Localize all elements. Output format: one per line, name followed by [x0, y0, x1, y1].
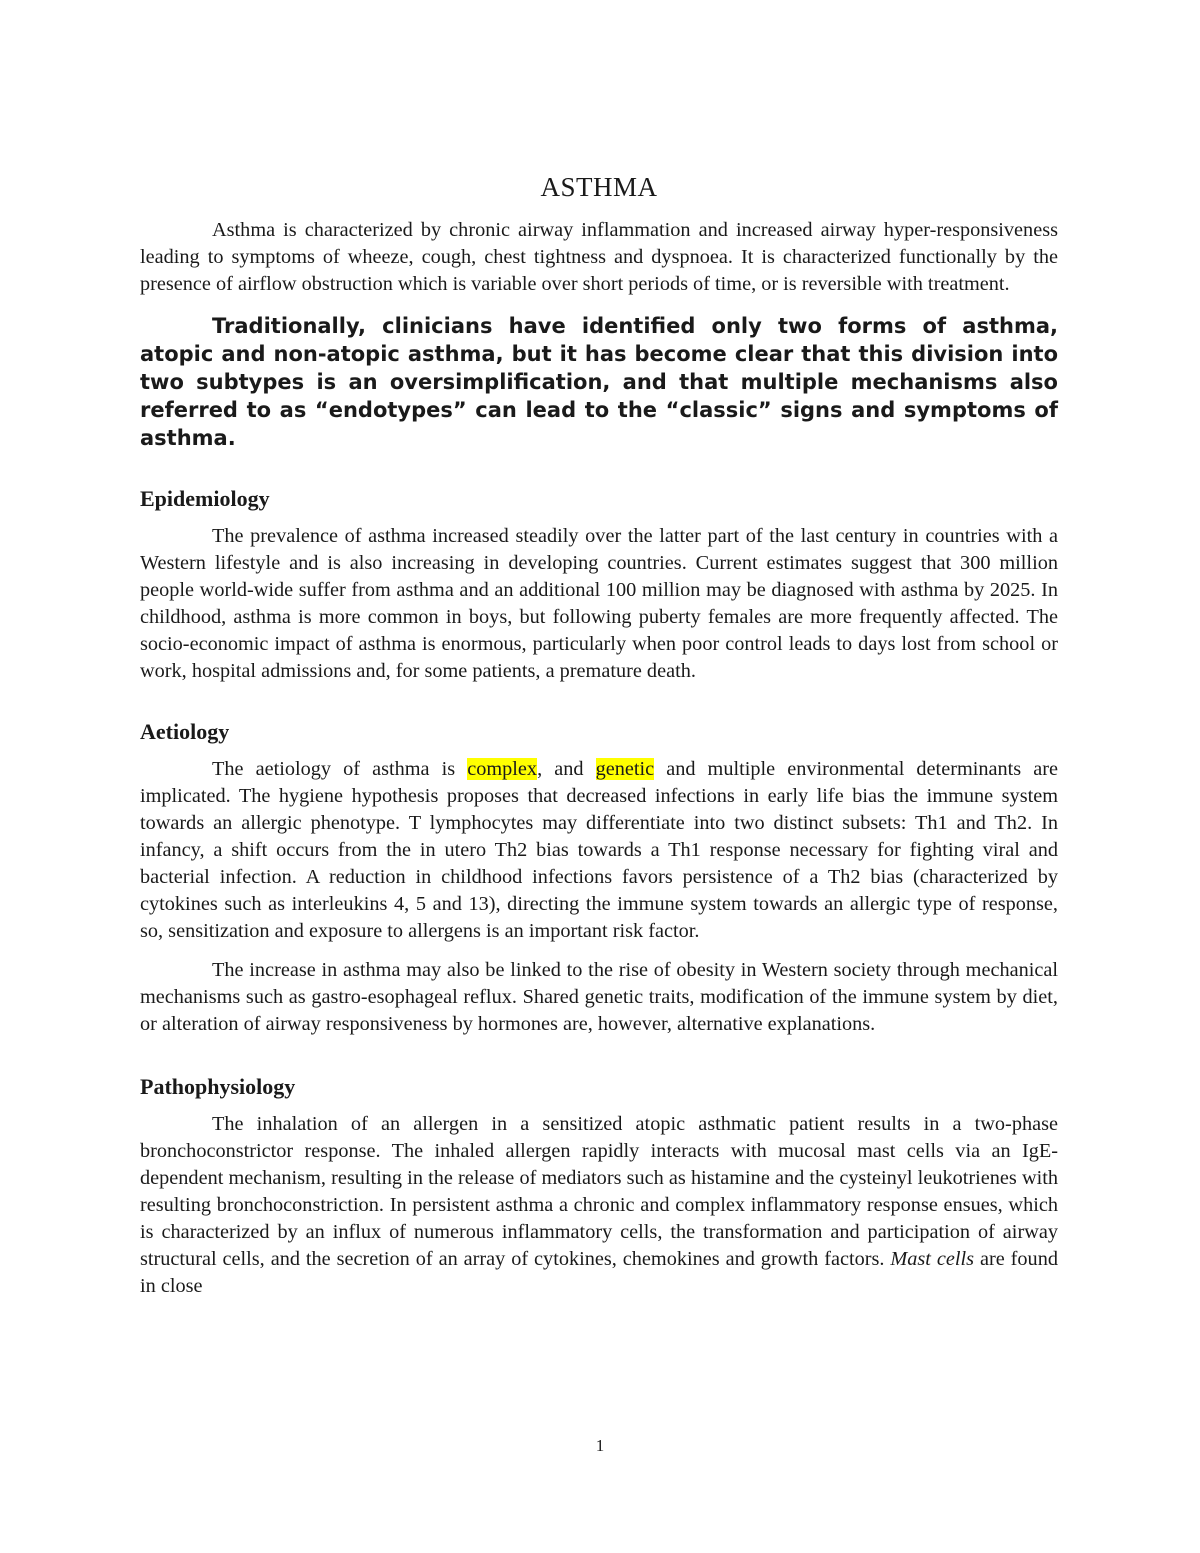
section-heading-epidemiology: Epidemiology [140, 486, 270, 511]
mast-cells-term: Mast cells [890, 1248, 975, 1270]
aetiology-paragraph-1 [140, 756, 1058, 945]
aetiology-text-mid: , and [537, 758, 596, 780]
highlight-complex: complex [467, 758, 538, 780]
highlight-genetic: genetic [595, 758, 655, 780]
aetiology-text-rest: and multiple environmental determinants are implicated. The hygiene hypothesis proposes that decreased infections in early life bias the immune system towards an allergic phenotype. T lymphocytes may differentiate into two distinct subsets: Th1 and Th2. In infancy, a shift occurs from the in utero Th2 bias towards a Th1 response necessary for fighting viral and bacterial infection. A reduction in childhood infections favors persistence of a Th2 bias (characterized by cytokines such as interleukins 4, 5 and 13), directing the immune system towards an allergic type of response, so, sensitization and exposure to allergens is an important risk factor. [140, 758, 1058, 942]
intro-paragraph-2: Traditionally, clinicians have identified only two forms of asthma, atopic and non-atopic asthma, but it has become clear that this division into two subtypes is an oversimplification, and that multiple mechanisms also referred to as “endotypes” can lead to the “classic” signs and symptoms of asthma. [140, 314, 1058, 450]
epidemiology-paragraph-1: The prevalence of asthma increased steadily over the latter part of the last century in countries with a Western lifestyle and is also increasing in developing countries. Current estimates suggest that 300 million people world-wide suffer from asthma and an additional 100 million may be diagnosed with asthma by 2025. In childhood, asthma is more common in boys, but following puberty females are more frequently affected. The socio-economic impact of asthma is enormous, particularly when poor control leads to days lost from school or work, hospital admissions and, for some patients, a premature death. [140, 525, 1058, 682]
aetiology-paragraph-2: The increase in asthma may also be linked to the rise of obesity in Western society through mechanical mechanisms such as gastro-esophageal reflux. Shared genetic traits, modification of the immune system by diet, or alteration of airway responsiveness by hormones are, however, alternative explanations. [140, 959, 1058, 1035]
section-heading-pathophysiology: Pathophysiology [140, 1074, 296, 1099]
page-number: 1 [595, 1436, 605, 1455]
document-title: ASTHMA [540, 172, 658, 202]
aetiology-text-start: The aetiology of asthma is [212, 758, 468, 780]
pathophysiology-paragraph-1 [140, 1111, 1058, 1300]
section-heading-aetiology: Aetiology [140, 719, 230, 744]
pathophysiology-text-end: are found in close [140, 1248, 1058, 1297]
intro-paragraph-1: Asthma is characterized by chronic airway inflammation and increased airway hyper-responsiveness leading to symptoms of wheeze, cough, chest tightness and dyspnoea. It is characterized functionally by the presence of airflow obstruction which is variable over short periods of time, or is reversible with treatment. [140, 219, 1058, 295]
pathophysiology-text-start: The inhalation of an allergen in a sensitized atopic asthmatic patient results in a two-phase bronchoconstrictor response. The inhaled allergen rapidly interacts with mucosal mast cells via an IgE-dependent mechanism, resulting in the release of mediators such as histamine and the cysteinyl leukotrienes with resulting bronchoconstriction. In persistent asthma a chronic and complex inflammatory response ensues, which is characterized by an influx of numerous inflammatory cells, the transformation and participation of airway structural cells, and the secretion of an array of cytokines, chemokines and growth factors. [140, 1113, 1058, 1270]
document-page [140, 160, 1058, 1300]
